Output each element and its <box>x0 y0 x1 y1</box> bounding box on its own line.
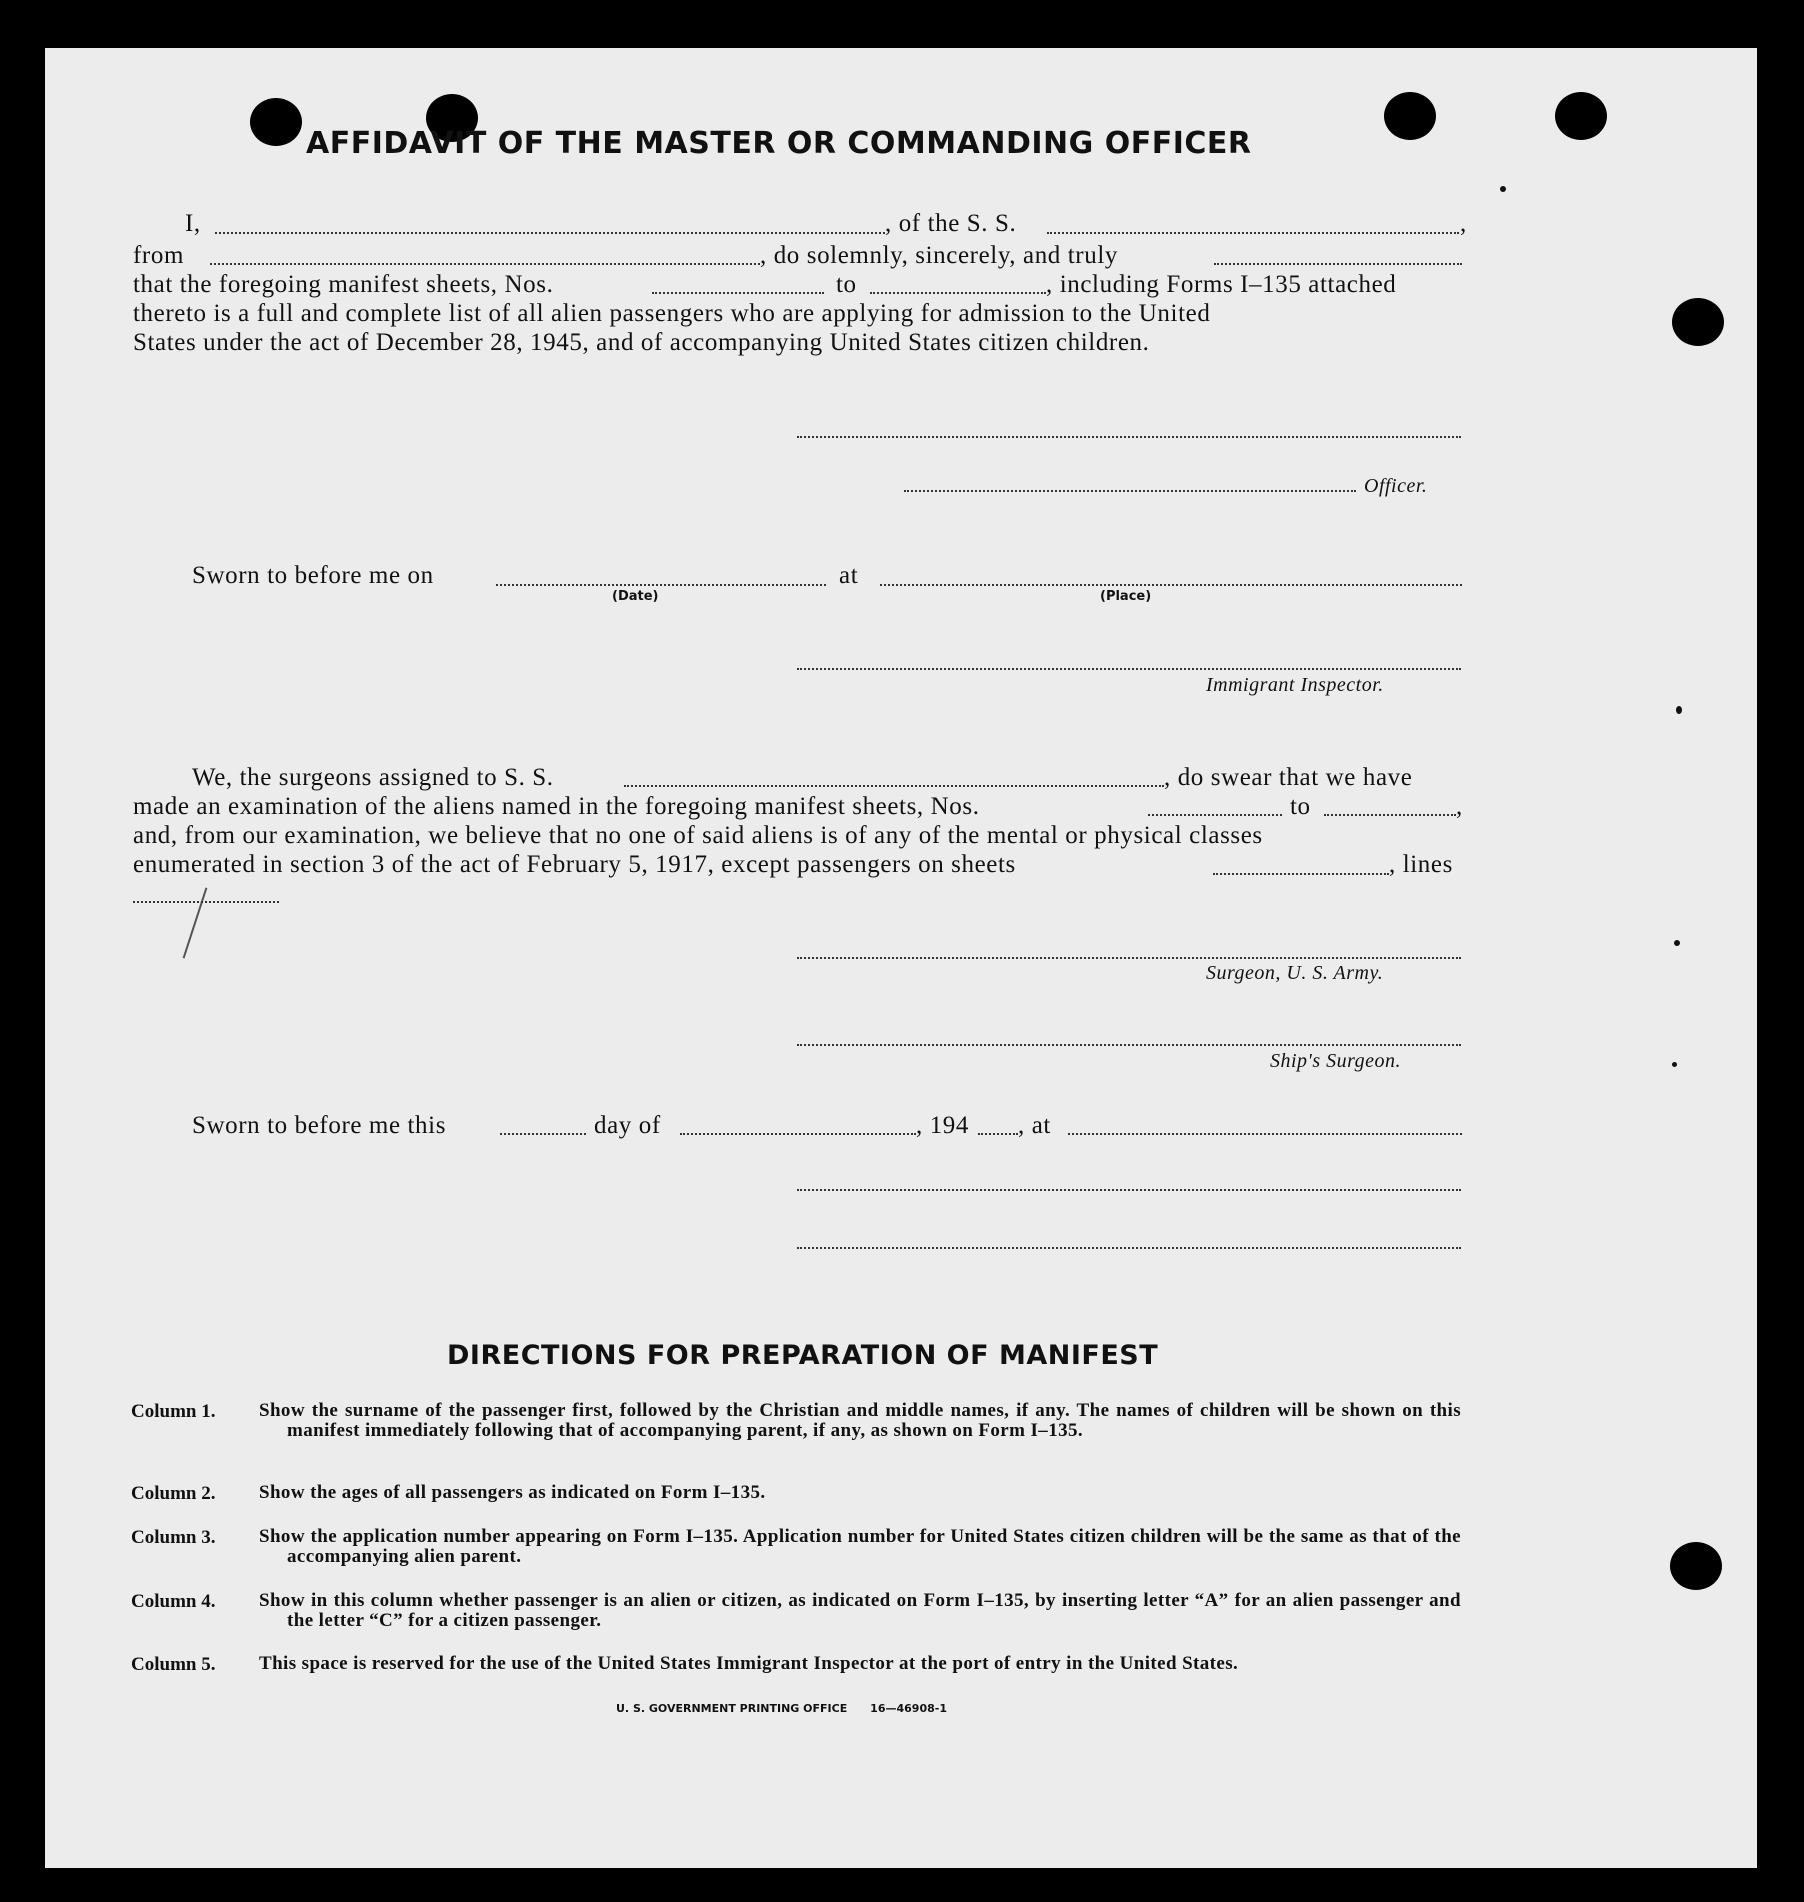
punch-hole <box>1384 92 1436 140</box>
direction-column-text: Show the ages of all passengers as indicated on Form I–135. <box>259 1482 766 1503</box>
sworn-place-field[interactable] <box>880 584 1462 586</box>
affidavit-line2-mid: , do solemnly, sincerely, and truly <box>760 242 1118 269</box>
exam-sheets-to-field[interactable] <box>1324 814 1456 816</box>
direction-column-text: Show the application number appearing on Form I–135. Application number for United States citizen children will be the same as that of the accompanying alien parent. <box>259 1526 1461 1567</box>
except-lines-field[interactable] <box>133 901 279 903</box>
affidavit-line1-start: I, <box>185 210 201 237</box>
inspector-signature-line[interactable] <box>797 668 1461 670</box>
surgeons-line2-end: , <box>1456 793 1463 820</box>
army-surgeon-signature-line[interactable] <box>797 957 1461 959</box>
affidavit-line2-start: from <box>133 242 184 269</box>
affidavit-line3-end: , including Forms I–135 attached <box>1046 271 1397 298</box>
surgeons-line4-end: , lines <box>1389 851 1453 878</box>
punch-hole <box>250 98 302 146</box>
sheets-to-field[interactable] <box>870 292 1046 294</box>
exam-sheets-from-field[interactable] <box>1148 814 1282 816</box>
inspector-label: Immigrant Inspector. <box>1206 674 1384 696</box>
affidavit-line3-to: to <box>836 271 857 298</box>
affidavit-line1-mid: , of the S. S. <box>885 210 1017 237</box>
punch-hole <box>1670 1542 1722 1590</box>
direction-column-text: Show in this column whether passenger is an alien or citizen, as indicated on Form I–135, by inserting letter “A” for an alien passenger and the letter “C” for a citizen passenger. <box>259 1590 1461 1631</box>
direction-column-label: Column 4. <box>131 1591 216 1612</box>
final-signature-line-2[interactable] <box>797 1247 1461 1249</box>
direction-column-text: Show the surname of the passenger first, followed by the Christian and middle names, if any. The names of children will be shown on this manifest immediately following that of accompanying parent, if any, as shown on Form I–135. <box>259 1400 1461 1441</box>
direction-column-label: Column 1. <box>131 1401 216 1422</box>
direction-column-label: Column 3. <box>131 1527 216 1548</box>
sworn-date-field[interactable] <box>496 584 826 586</box>
sworn-at-label: at <box>839 562 859 589</box>
officer-label: Officer. <box>1364 475 1428 497</box>
surgeons-line1-start: We, the surgeons assigned to S. S. <box>192 764 554 791</box>
affidavit-line5: States under the act of December 28, 1945, and of accompanying United States citizen children. <box>133 329 1150 356</box>
final-signature-line-1[interactable] <box>797 1189 1461 1191</box>
master-name-field[interactable] <box>215 232 885 234</box>
printer-imprint: U. S. GOVERNMENT PRINTING OFFICE 16—46908-1 <box>616 1702 947 1715</box>
date-caption: (Date) <box>612 589 659 604</box>
army-surgeon-label: Surgeon, U. S. Army. <box>1206 962 1384 984</box>
direction-column-label: Column 5. <box>131 1654 216 1675</box>
sworn-at-label-2: , at <box>1018 1112 1051 1139</box>
surgeons-line3: and, from our examination, we believe that no one of said aliens is of any of the mental or physical classes <box>133 822 1263 849</box>
ship-name-field[interactable] <box>1047 232 1459 234</box>
paper-speck <box>1676 706 1682 714</box>
sworn-year-field[interactable] <box>978 1133 1018 1135</box>
sworn-place-field-2[interactable] <box>1068 1133 1462 1135</box>
day-of-label: day of <box>594 1112 661 1139</box>
sworn-month-field[interactable] <box>680 1133 916 1135</box>
surgeons-line4-start: enumerated in section 3 of the act of February 5, 1917, except passengers on sheets <box>133 851 1016 878</box>
sworn-day-field[interactable] <box>500 1133 586 1135</box>
year-label: , 194 <box>916 1112 969 1139</box>
affidavit-line1-end: , <box>1460 210 1467 237</box>
surgeons-line2-to: to <box>1290 793 1311 820</box>
ship-surgeon-label: Ship's Surgeon. <box>1270 1050 1402 1072</box>
directions-title: DIRECTIONS FOR PREPARATION OF MANIFEST <box>447 1340 1159 1371</box>
place-caption: (Place) <box>1100 589 1152 604</box>
affidavit-line3-start: that the foregoing manifest sheets, Nos. <box>133 271 554 298</box>
paper-speck <box>1500 186 1506 192</box>
surgeon-ship-field[interactable] <box>624 785 1164 787</box>
sworn-this-label: Sworn to before me this <box>192 1112 447 1139</box>
officer-signature-line-2[interactable] <box>904 490 1356 492</box>
oath-field[interactable] <box>1214 263 1462 265</box>
port-field[interactable] <box>210 263 760 265</box>
surgeons-line1-end: , do swear that we have <box>1164 764 1413 791</box>
except-sheets-field[interactable] <box>1213 873 1389 875</box>
sworn-on-label: Sworn to before me on <box>192 562 434 589</box>
officer-signature-line-1[interactable] <box>797 436 1461 438</box>
punch-hole <box>1555 92 1607 140</box>
affidavit-title: AFFIDAVIT OF THE MASTER OR COMMANDING OFFICER <box>306 126 1252 161</box>
direction-column-text: This space is reserved for the use of the United States Immigrant Inspector at the port of entry in the United States. <box>259 1653 1239 1674</box>
sheets-from-field[interactable] <box>652 292 824 294</box>
punch-hole <box>1672 298 1724 346</box>
affidavit-line4: thereto is a full and complete list of all alien passengers who are applying for admission to the United <box>133 300 1211 327</box>
direction-column-label: Column 2. <box>131 1483 216 1504</box>
paper-speck <box>1674 940 1680 946</box>
surgeons-line2-start: made an examination of the aliens named in the foregoing manifest sheets, Nos. <box>133 793 980 820</box>
ship-surgeon-signature-line[interactable] <box>797 1044 1461 1046</box>
paper-speck <box>1672 1062 1677 1067</box>
